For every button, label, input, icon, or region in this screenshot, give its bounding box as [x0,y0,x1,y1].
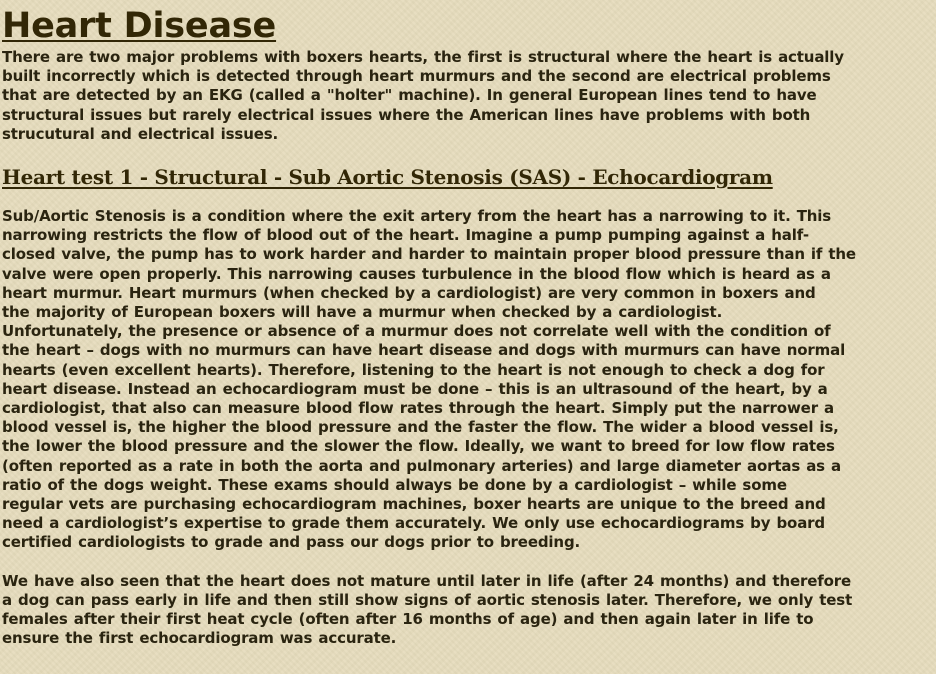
section-heading: Heart test 1 - Structural - Sub Aortic Stenosis (SAS) - Echocardiogram [2,165,773,190]
sas-paragraph: Sub/Aortic Stenosis is a condition where the exit artery from the heart has a narrowing to it. This narrowing restricts the flow of blood out of the heart. Imagine a pump pumping against a half- closed valve, the pump has to work harder and harder to maintain proper blood pressure than if the valve were open properly. This narrowing causes turbulence in the blood flow which is heard as a heart murmur. Heart murmurs (when checked by a cardiologist) are very common in boxers and the majority of European boxers will have a murmur when checked by a cardiologist. Unfortunately, the presence or absence of a murmur does not correlate well with the condition of the heart – dogs with no murmurs can have heart disease and dogs with murmurs can have normal hearts (even excellent hearts). Therefore, listening to the heart is not enough to check a dog for heart disease. Instead an echocardiogram must be done – this is an ultrasound of the heart, by a cardiologist, that also can measure blood flow rates through the heart. Simply put the narrower a blood vessel is, the higher the blood pressure and the faster the flow. The wider a blood vessel is, the lower the blood pressure and the slower the flow. Ideally, we want to breed for low flow rates (often reported as a rate in both the aorta and pulmonary arteries) and large diameter aortas as a ratio of the dogs weight. These exams should always be done by a cardiologist – while some regular vets are purchasing echocardiogram machines, boxer hearts are unique to the breed and need a cardiologist’s expertise to grade them accurately. We only use echocardiograms by board certified cardiologists to grade and pass our dogs prior to breeding. [2,207,856,552]
page-title: Heart Disease [2,6,277,46]
maturity-paragraph: We have also seen that the heart does not mature until later in life (after 24 months) and therefore a dog can pass early in life and then still show signs of aortic stenosis later. Therefore, we only test females after their first heat cycle (often after 16 months of age) and then again later in life to ensure the first echocardiogram was accurate. [2,571,853,648]
intro-paragraph: There are two major problems with boxers hearts, the first is structural where the heart is actually built incorrectly which is detected through heart murmurs and the second are electrical problems that are detected by an EKG (called a "holter" machine). In general European lines tend to have structural issues but rarely electrical issues where the American lines have problems with both strucutural and electrical issues. [2,48,844,143]
